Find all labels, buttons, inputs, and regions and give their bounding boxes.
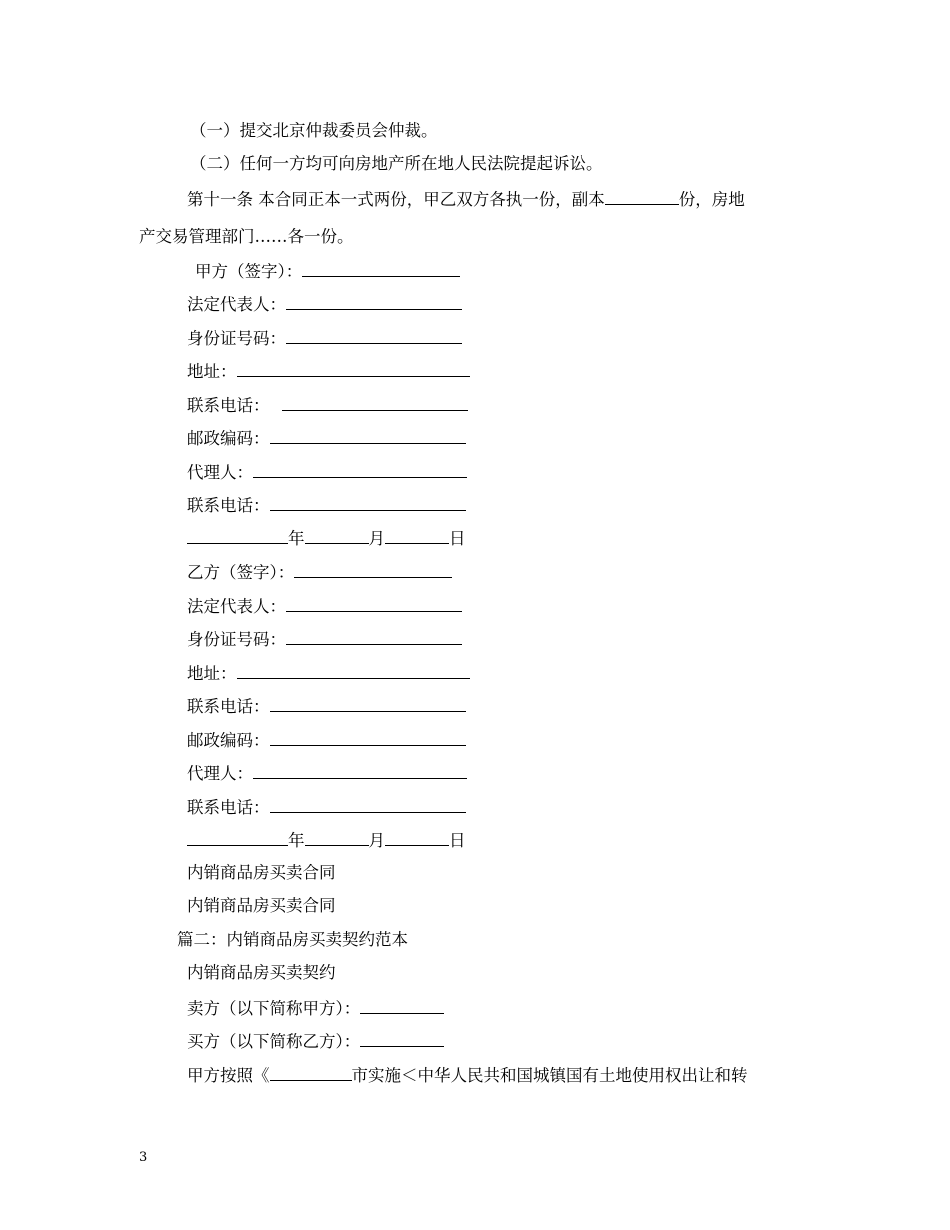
party-a-postal-blank [270,427,466,444]
party-b-agent-label: 代理人： [187,764,253,783]
party-b-address-row [187,662,470,684]
party-b-signature-row [187,561,452,583]
party-b-postal-label: 邮政编码： [187,731,270,750]
party-a-phone-blank [282,394,468,411]
party-a-phone-row [187,394,468,416]
party-a-address-row [187,360,470,382]
party-a-id-label: 身份证号码： [187,329,286,348]
party-a-id-blank [286,327,462,344]
party-b-signature-label: 乙方（签字）： [187,563,295,582]
agreement-title: 内销商品房买卖契约 [187,963,336,982]
party-a-agent-row [187,461,467,483]
party-b-date-row [187,829,466,851]
party-a-date-row [187,527,466,549]
party-a-rep-row [187,293,462,315]
party-a-day-blank [385,527,449,544]
article-eleven-continuation: 产交易管理部门……各一份。 [139,227,354,246]
party-a-rep-label: 法定代表人： [187,295,286,314]
party-b-month-blank [305,829,369,846]
party-b-id-label: 身份证号码： [187,630,286,649]
party-a-signature-blank [302,260,460,277]
contract-title-2: 内销商品房买卖合同 [187,896,336,915]
party-a-agent-blank [253,461,467,478]
party-b-phone2-blank [270,796,466,813]
party-a-signature-label: 甲方（签字）： [195,262,303,281]
buyer-blank [360,1030,444,1047]
party-b-day-label: 日 [449,831,466,850]
party-a-phone-label: 联系电话： [187,396,270,415]
party-b-address-label: 地址： [187,664,237,683]
party-b-phone-row [187,695,466,717]
buyer-row [187,1030,444,1052]
party-a-rep-blank [286,293,462,310]
party-b-rep-label: 法定代表人： [187,597,286,616]
party-b-address-blank [237,662,470,679]
page-number: 3 [139,1150,148,1165]
party-a-month-label: 月 [368,529,385,548]
party-a-address-blank [237,360,470,377]
city-blank [270,1064,352,1081]
party-b-month-label: 月 [368,831,385,850]
party-b-id-blank [286,628,462,645]
party-a-postal-row [187,427,466,449]
party-a-month-blank [305,527,369,544]
final-paragraph-prefix: 甲方按照《 [187,1066,270,1085]
article-eleven [187,188,745,210]
party-a-id-row [187,327,462,349]
party-b-phone-blank [270,695,466,712]
party-b-day-blank [385,829,449,846]
party-a-signature-row [195,260,460,282]
final-paragraph-suffix: 市实施＜中华人民共和国城镇国有土地使用权出让和转 [351,1066,748,1085]
party-b-year-label: 年 [288,831,305,850]
seller-label: 卖方（以下简称甲方）： [187,999,361,1018]
seller-blank [360,997,444,1014]
party-a-day-label: 日 [449,529,466,548]
buyer-label: 买方（以下简称乙方）： [187,1032,361,1051]
party-a-postal-label: 邮政编码： [187,429,270,448]
party-b-id-row [187,628,462,650]
copies-blank [605,188,679,205]
party-b-phone2-row [187,796,466,818]
party-b-agent-row [187,762,467,784]
article-eleven-prefix: 第十一条 本合同正本一式两份，甲乙双方各执一份，副本 [187,190,605,209]
party-a-phone2-blank [270,494,466,511]
clause-litigation: （二）任何一方均可向房地产所在地人民法院提起诉讼。 [190,154,603,173]
party-b-phone-label: 联系电话： [187,697,270,716]
section-heading: 篇二：内销商品房买卖契约范本 [177,930,408,949]
final-paragraph [187,1064,748,1086]
party-a-agent-label: 代理人： [187,463,253,482]
seller-row [187,997,444,1019]
party-a-phone2-label: 联系电话： [187,496,270,515]
party-b-postal-blank [270,729,466,746]
party-a-phone2-row [187,494,466,516]
party-b-agent-blank [253,762,467,779]
party-a-year-label: 年 [288,529,305,548]
party-b-phone2-label: 联系电话： [187,798,270,817]
party-b-postal-row [187,729,466,751]
party-b-rep-row [187,595,462,617]
party-b-signature-blank [294,561,452,578]
contract-title-1: 内销商品房买卖合同 [187,863,336,882]
clause-arbitration: （一）提交北京仲裁委员会仲裁。 [190,121,438,140]
party-a-year-blank [187,527,288,544]
party-b-year-blank [187,829,288,846]
party-a-address-label: 地址： [187,362,237,381]
article-eleven-suffix: 份，房地 [678,190,745,209]
party-b-rep-blank [286,595,462,612]
